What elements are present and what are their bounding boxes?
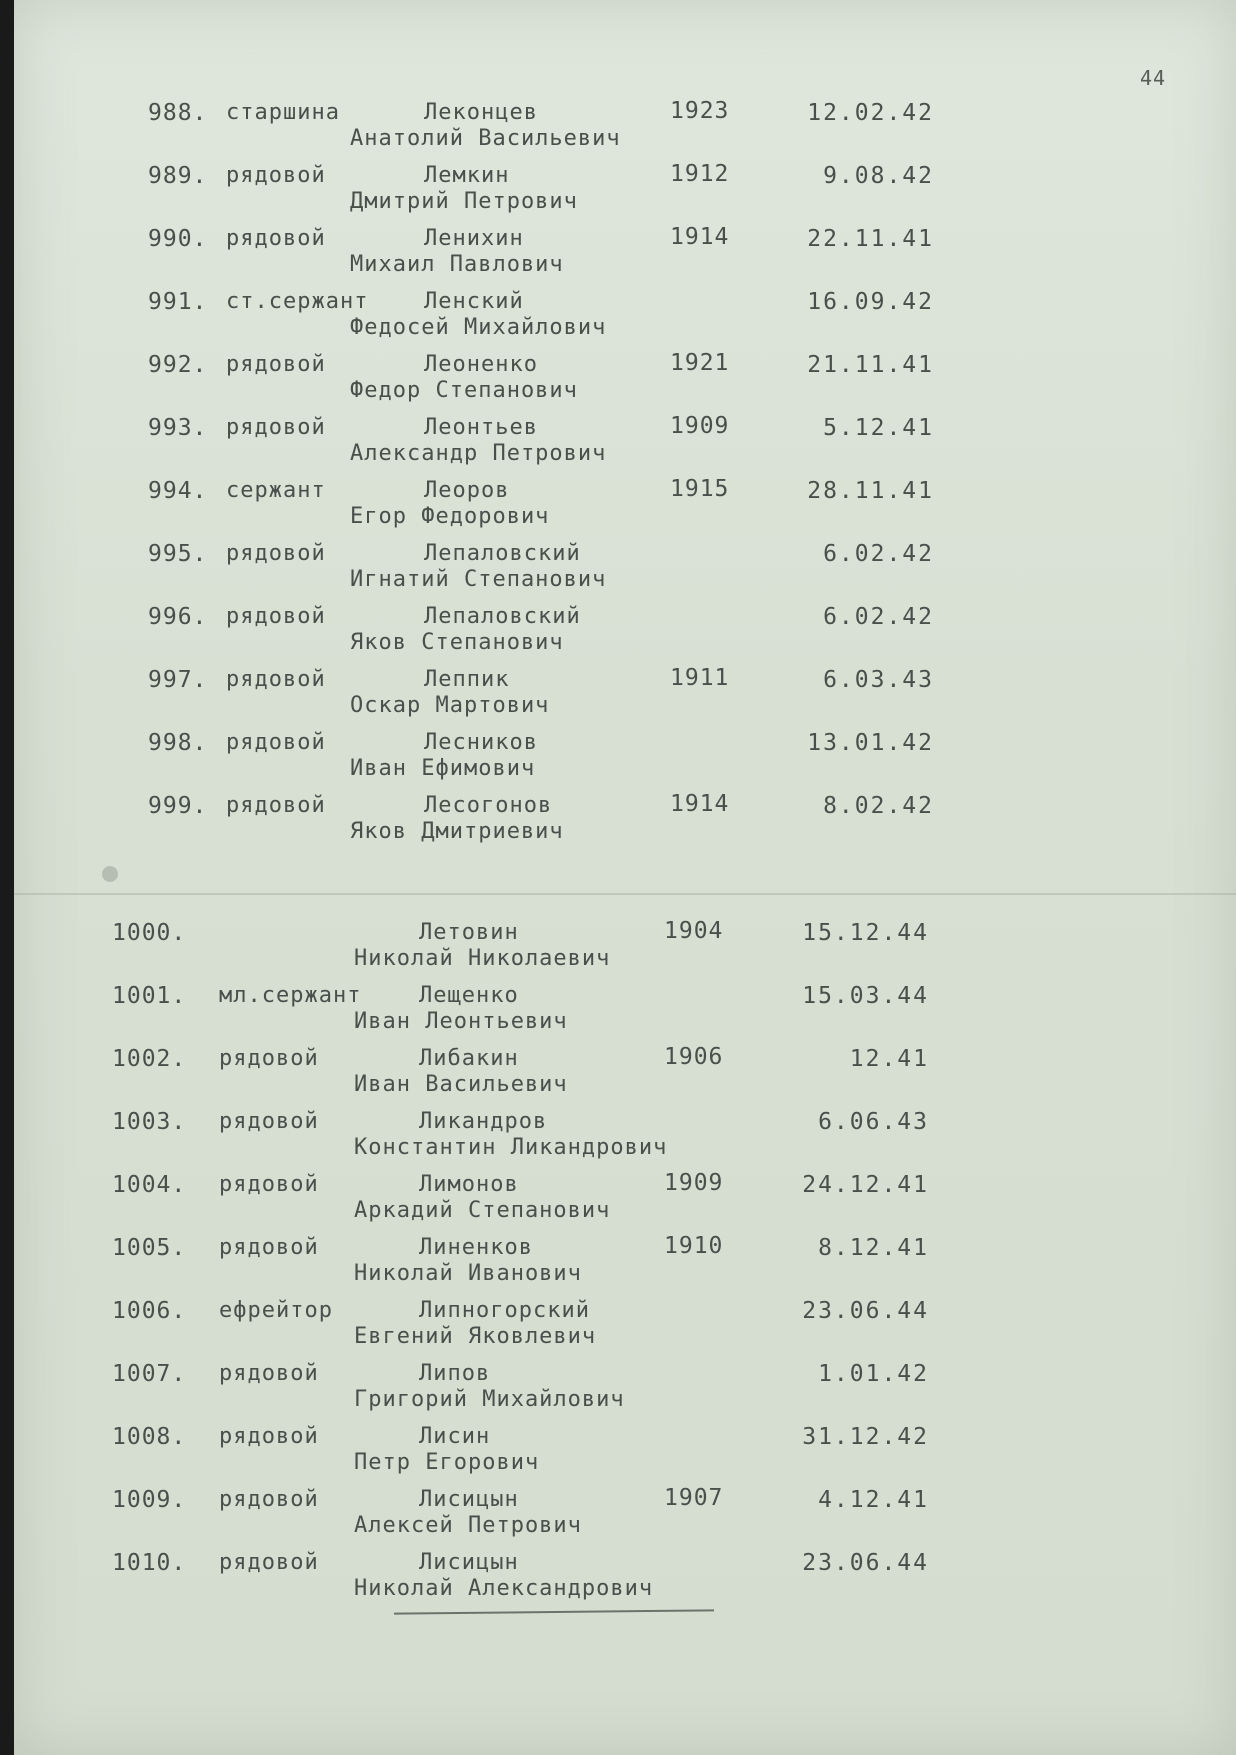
entry-birth-year: 1909 bbox=[670, 413, 730, 439]
entry-surname: Леконцев bbox=[424, 100, 538, 125]
entry-date: 28.11.41 bbox=[807, 478, 934, 504]
entry-surname: Леонтьев bbox=[424, 415, 538, 440]
entry-rank: мл.сержант bbox=[219, 983, 362, 1008]
entry-rank: рядовой bbox=[219, 1424, 319, 1449]
list-item bbox=[14, 793, 1236, 855]
entry-given-names: Михаил Павлович bbox=[350, 252, 564, 277]
entry-surname: Ленихин bbox=[424, 226, 524, 251]
list-item bbox=[14, 1487, 1236, 1549]
entry-date: 23.06.44 bbox=[802, 1550, 929, 1576]
entry-surname: Летовин bbox=[419, 920, 519, 945]
entry-given-names: Петр Егорович bbox=[354, 1450, 540, 1475]
entry-surname: Лисицын bbox=[419, 1550, 519, 1575]
entry-surname: Лепаловский bbox=[424, 541, 581, 566]
entry-given-names: Николай Николаевич bbox=[354, 946, 611, 971]
entry-rank: рядовой bbox=[226, 352, 326, 377]
entry-rank: рядовой bbox=[226, 793, 326, 818]
entry-surname: Ленский bbox=[424, 289, 524, 314]
entry-date: 22.11.41 bbox=[807, 226, 934, 252]
entry-date: 6.03.43 bbox=[823, 667, 934, 693]
entry-given-names: Егор Федорович bbox=[350, 504, 550, 529]
entry-date: 4.12.41 bbox=[818, 1487, 929, 1513]
entry-date: 16.09.42 bbox=[807, 289, 934, 315]
entry-rank: рядовой bbox=[226, 415, 326, 440]
entry-given-names: Иван Васильевич bbox=[354, 1072, 568, 1097]
list-item bbox=[14, 1550, 1236, 1612]
entry-birth-year: 1907 bbox=[664, 1485, 724, 1511]
entry-birth-year: 1921 bbox=[670, 350, 730, 376]
entry-number: 1003. bbox=[112, 1109, 187, 1135]
entry-date: 1.01.42 bbox=[818, 1361, 929, 1387]
entry-surname: Линенков bbox=[419, 1235, 533, 1260]
page-number: 44 bbox=[1140, 66, 1167, 90]
entry-surname: Леппик bbox=[424, 667, 510, 692]
entry-given-names: Дмитрий Петрович bbox=[350, 189, 578, 214]
entry-number: 997. bbox=[148, 667, 208, 693]
list-item bbox=[14, 226, 1236, 288]
entry-given-names: Федор Степанович bbox=[350, 378, 578, 403]
list-item bbox=[14, 1298, 1236, 1360]
entry-surname: Лимонов bbox=[419, 1172, 519, 1197]
entry-number: 989. bbox=[148, 163, 208, 189]
list-item bbox=[14, 100, 1236, 162]
entry-birth-year: 1915 bbox=[670, 476, 730, 502]
entry-surname: Леоненко bbox=[424, 352, 538, 377]
entry-given-names: Николай Иванович bbox=[354, 1261, 582, 1286]
entry-birth-year: 1909 bbox=[664, 1170, 724, 1196]
entry-number: 1005. bbox=[112, 1235, 187, 1261]
entry-given-names: Аркадий Степанович bbox=[354, 1198, 611, 1223]
entry-given-names: Николай Александрович bbox=[354, 1576, 654, 1601]
entry-given-names: Константин Ликандрович bbox=[354, 1135, 668, 1160]
entry-number: 1009. bbox=[112, 1487, 187, 1513]
fold-line bbox=[14, 893, 1236, 895]
entry-rank: старшина bbox=[226, 100, 340, 125]
entry-birth-year: 1912 bbox=[670, 161, 730, 187]
entry-date: 15.03.44 bbox=[802, 983, 929, 1009]
entry-number: 1004. bbox=[112, 1172, 187, 1198]
entry-surname: Лепаловский bbox=[424, 604, 581, 629]
entry-surname: Лещенко bbox=[419, 983, 519, 1008]
entry-surname: Лесогонов bbox=[424, 793, 553, 818]
entry-number: 996. bbox=[148, 604, 208, 630]
entry-rank: рядовой bbox=[219, 1487, 319, 1512]
list-item bbox=[14, 163, 1236, 225]
entry-number: 994. bbox=[148, 478, 208, 504]
entry-surname: Ликандров bbox=[419, 1109, 548, 1134]
list-item bbox=[14, 478, 1236, 540]
entry-given-names: Игнатий Степанович bbox=[350, 567, 607, 592]
entry-given-names: Иван Ефимович bbox=[350, 756, 536, 781]
list-item bbox=[14, 415, 1236, 477]
entry-rank: рядовой bbox=[219, 1550, 319, 1575]
list-item bbox=[14, 983, 1236, 1045]
entry-birth-year: 1914 bbox=[670, 224, 730, 250]
entry-given-names: Александр Петрович bbox=[350, 441, 607, 466]
paper-stain bbox=[102, 866, 118, 882]
entry-birth-year: 1911 bbox=[670, 665, 730, 691]
entry-number: 988. bbox=[148, 100, 208, 126]
entry-birth-year: 1910 bbox=[664, 1233, 724, 1259]
entry-surname: Липов bbox=[419, 1361, 491, 1386]
entry-rank: рядовой bbox=[219, 1235, 319, 1260]
entry-rank: рядовой bbox=[226, 163, 326, 188]
entry-date: 6.02.42 bbox=[823, 604, 934, 630]
entry-number: 990. bbox=[148, 226, 208, 252]
entry-given-names: Иван Леонтьевич bbox=[354, 1009, 568, 1034]
entry-surname: Леоров bbox=[424, 478, 510, 503]
entry-given-names: Алексей Петрович bbox=[354, 1513, 582, 1538]
entry-birth-year: 1906 bbox=[664, 1044, 724, 1070]
entry-number: 1010. bbox=[112, 1550, 187, 1576]
entry-date: 13.01.42 bbox=[807, 730, 934, 756]
list-item bbox=[14, 920, 1236, 982]
entry-birth-year: 1904 bbox=[664, 918, 724, 944]
entry-number: 991. bbox=[148, 289, 208, 315]
list-item bbox=[14, 352, 1236, 414]
entry-date: 24.12.41 bbox=[802, 1172, 929, 1198]
entry-surname: Лисицын bbox=[419, 1487, 519, 1512]
entry-number: 1002. bbox=[112, 1046, 187, 1072]
entry-rank: ст.сержант bbox=[226, 289, 369, 314]
entry-number: 1008. bbox=[112, 1424, 187, 1450]
entry-rank: рядовой bbox=[219, 1361, 319, 1386]
entry-rank: рядовой bbox=[219, 1046, 319, 1071]
list-item bbox=[14, 1424, 1236, 1486]
entry-number: 1007. bbox=[112, 1361, 187, 1387]
list-item bbox=[14, 1109, 1236, 1171]
entry-date: 6.02.42 bbox=[823, 541, 934, 567]
entry-number: 995. bbox=[148, 541, 208, 567]
entry-rank: рядовой bbox=[226, 541, 326, 566]
entry-given-names: Анатолий Васильевич bbox=[350, 126, 621, 151]
entry-number: 992. bbox=[148, 352, 208, 378]
list-item bbox=[14, 1172, 1236, 1234]
entry-number: 1001. bbox=[112, 983, 187, 1009]
list-item bbox=[14, 1361, 1236, 1423]
entry-surname: Липногорский bbox=[419, 1298, 590, 1323]
list-item bbox=[14, 730, 1236, 792]
document-page bbox=[14, 0, 1236, 1755]
entry-given-names: Федосей Михайлович bbox=[350, 315, 607, 340]
entry-date: 21.11.41 bbox=[807, 352, 934, 378]
list-item bbox=[14, 541, 1236, 603]
entry-number: 1006. bbox=[112, 1298, 187, 1324]
entry-given-names: Яков Дмитриевич bbox=[350, 819, 564, 844]
list-item bbox=[14, 667, 1236, 729]
entry-rank: рядовой bbox=[226, 604, 326, 629]
entry-number: 999. bbox=[148, 793, 208, 819]
list-item bbox=[14, 604, 1236, 666]
entry-surname: Лисин bbox=[419, 1424, 491, 1449]
entry-given-names: Григорий Михайлович bbox=[354, 1387, 625, 1412]
entry-given-names: Яков Степанович bbox=[350, 630, 564, 655]
entry-rank: сержант bbox=[226, 478, 326, 503]
entry-date: 15.12.44 bbox=[802, 920, 929, 946]
entry-birth-year: 1923 bbox=[670, 98, 730, 124]
list-item bbox=[14, 289, 1236, 351]
list-item bbox=[14, 1046, 1236, 1108]
entry-date: 8.12.41 bbox=[818, 1235, 929, 1261]
entry-surname: Лесников bbox=[424, 730, 538, 755]
entry-date: 12.02.42 bbox=[807, 100, 934, 126]
entry-surname: Либакин bbox=[419, 1046, 519, 1071]
entry-number: 1000. bbox=[112, 920, 187, 946]
entry-date: 6.06.43 bbox=[818, 1109, 929, 1135]
entry-rank: рядовой bbox=[219, 1172, 319, 1197]
entry-rank: рядовой bbox=[226, 730, 326, 755]
list-item bbox=[14, 1235, 1236, 1297]
entry-date: 5.12.41 bbox=[823, 415, 934, 441]
entry-given-names: Оскар Мартович bbox=[350, 693, 550, 718]
entry-date: 23.06.44 bbox=[802, 1298, 929, 1324]
entry-surname: Лемкин bbox=[424, 163, 510, 188]
entry-rank: рядовой bbox=[219, 1109, 319, 1134]
entry-rank: рядовой bbox=[226, 226, 326, 251]
entry-rank: ефрейтор bbox=[219, 1298, 333, 1323]
entry-number: 993. bbox=[148, 415, 208, 441]
entry-date: 8.02.42 bbox=[823, 793, 934, 819]
entry-given-names: Евгений Яковлевич bbox=[354, 1324, 597, 1349]
entry-birth-year: 1914 bbox=[670, 791, 730, 817]
entry-number: 998. bbox=[148, 730, 208, 756]
entry-rank: рядовой bbox=[226, 667, 326, 692]
entry-date: 9.08.42 bbox=[823, 163, 934, 189]
entry-date: 12.41 bbox=[849, 1046, 929, 1072]
entry-date: 31.12.42 bbox=[802, 1424, 929, 1450]
